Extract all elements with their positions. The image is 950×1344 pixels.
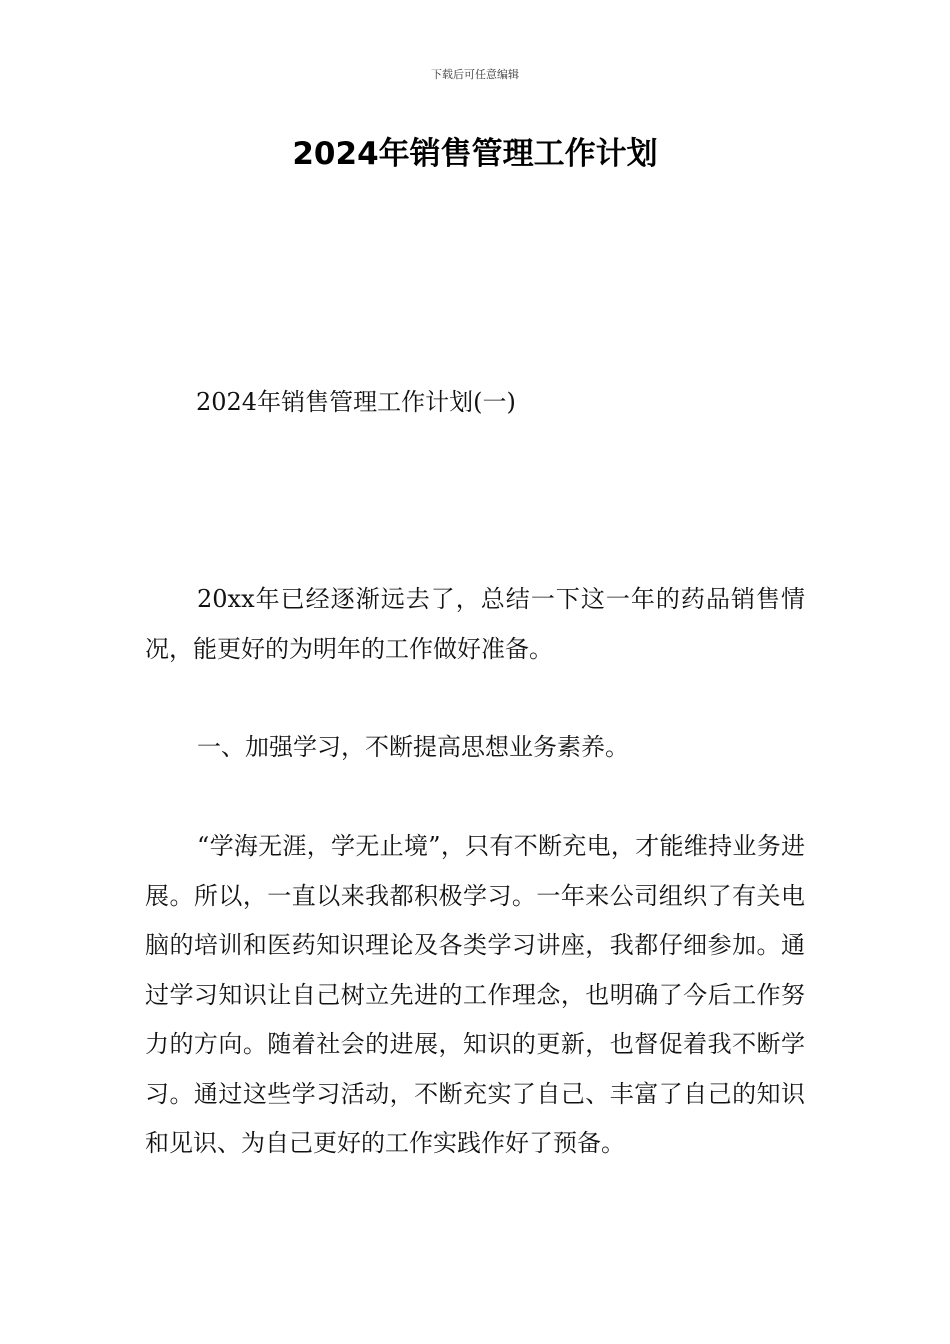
paragraph-heading-1: 一、加强学习，不断提高思想业务素养。 — [197, 733, 629, 761]
document-title: 2024年销售管理工作计划 — [292, 136, 658, 172]
section-heading: 2024年销售管理工作计划(一) — [196, 388, 516, 416]
paragraph-study: “学海无涯，学无止境”，只有不断充电，才能维持业务进展。所以，一直以来我都积极学习。一年来公司组织了有关电脑的培训和医药知识理论及各类学习讲座，我都仔细参加。通过学习知识让自己树立先进的工作理念，也明确了今后工作努力的方向。随着社会的进展，知识的更新，也督促着我不断学习。通过这些学习活动，不断充实了自己、丰富了自己的知识和见识、为自己更好的工作实践作好了预备。 — [145, 832, 805, 1157]
header-note: 下载后可任意编辑 — [431, 68, 519, 81]
paragraph-intro: 20xx年已经逐渐远去了，总结一下这一年的药品销售情况，能更好的为明年的工作做好准备。 — [145, 585, 805, 663]
